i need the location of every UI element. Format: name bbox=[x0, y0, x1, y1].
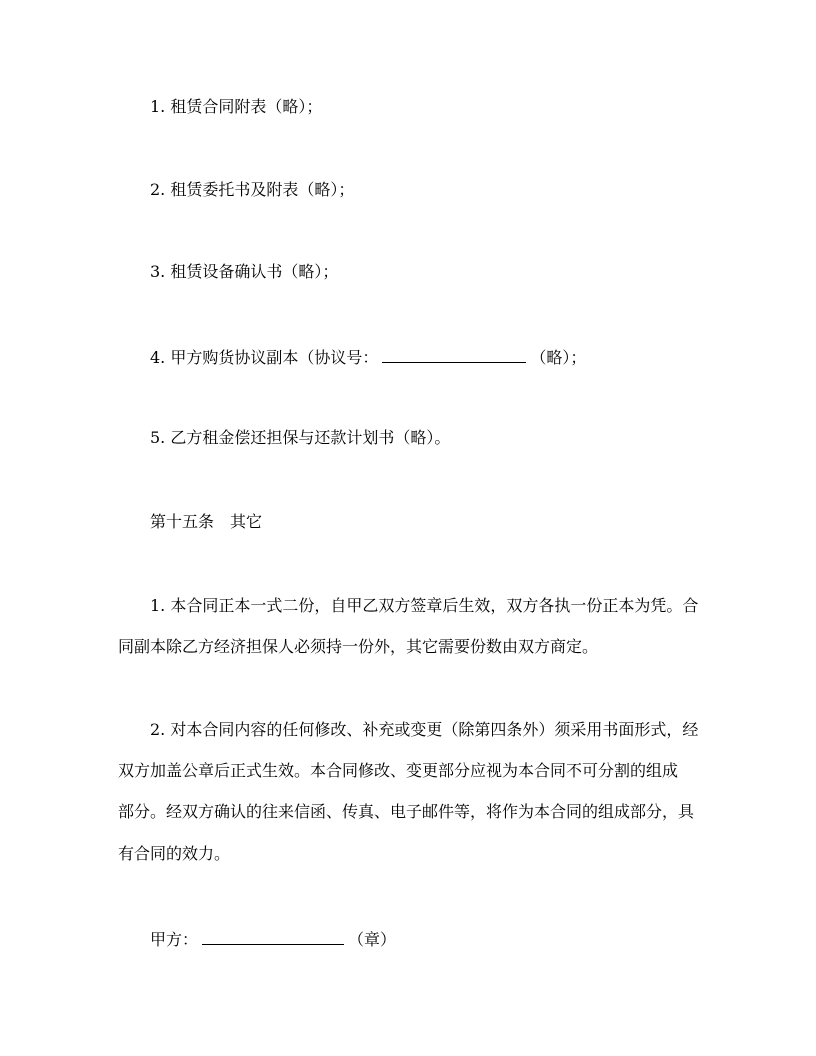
article-15-paragraph-2-line-1: 2. 对本合同内容的任何修改、补充或变更（除第四条外）须采用书面形式，经 bbox=[150, 720, 699, 739]
attachment-item-4 bbox=[150, 346, 816, 368]
party-a-seal: （章） bbox=[348, 930, 397, 949]
article-15-paragraph-2-line-4: 有合同的效力。 bbox=[118, 844, 231, 863]
attachment-item-3: 3. 租赁设备确认书（略）； bbox=[150, 262, 339, 281]
attachment-item-5: 5. 乙方租金偿还担保与还款计划书（略）。 bbox=[150, 428, 451, 447]
attachment-item-1: 1. 租赁合同附表（略）； bbox=[150, 97, 323, 116]
attachment-item-4-prefix: 4. 甲方购货协议副本（协议号： bbox=[150, 348, 379, 367]
party-a-name-blank bbox=[202, 928, 344, 945]
article-15-heading: 第十五条 其它 bbox=[150, 512, 263, 531]
article-15-paragraph-1-line-2: 同副本除乙方经济担保人必须持一份外，其它需要份数由双方商定。 bbox=[118, 637, 599, 656]
attachment-item-4-suffix: （略）； bbox=[530, 348, 587, 367]
agreement-number-blank bbox=[382, 346, 526, 363]
article-15-paragraph-2-line-3: 部分。经双方确认的往来信函、传真、电子邮件等，将作为本合同的组成部分，具 bbox=[118, 802, 695, 821]
attachment-item-2: 2. 租赁委托书及附表（略）； bbox=[150, 180, 355, 199]
party-a-signature-line bbox=[150, 928, 816, 950]
article-15-paragraph-2-line-2: 双方加盖公章后正式生效。本合同修改、变更部分应视为本合同不可分割的组成 bbox=[118, 761, 679, 780]
article-15-paragraph-1-line-1: 1. 本合同正本一式二份，自甲乙双方签章后生效，双方各执一份正本为凭。合 bbox=[150, 596, 699, 615]
party-a-label: 甲方： bbox=[150, 930, 199, 949]
